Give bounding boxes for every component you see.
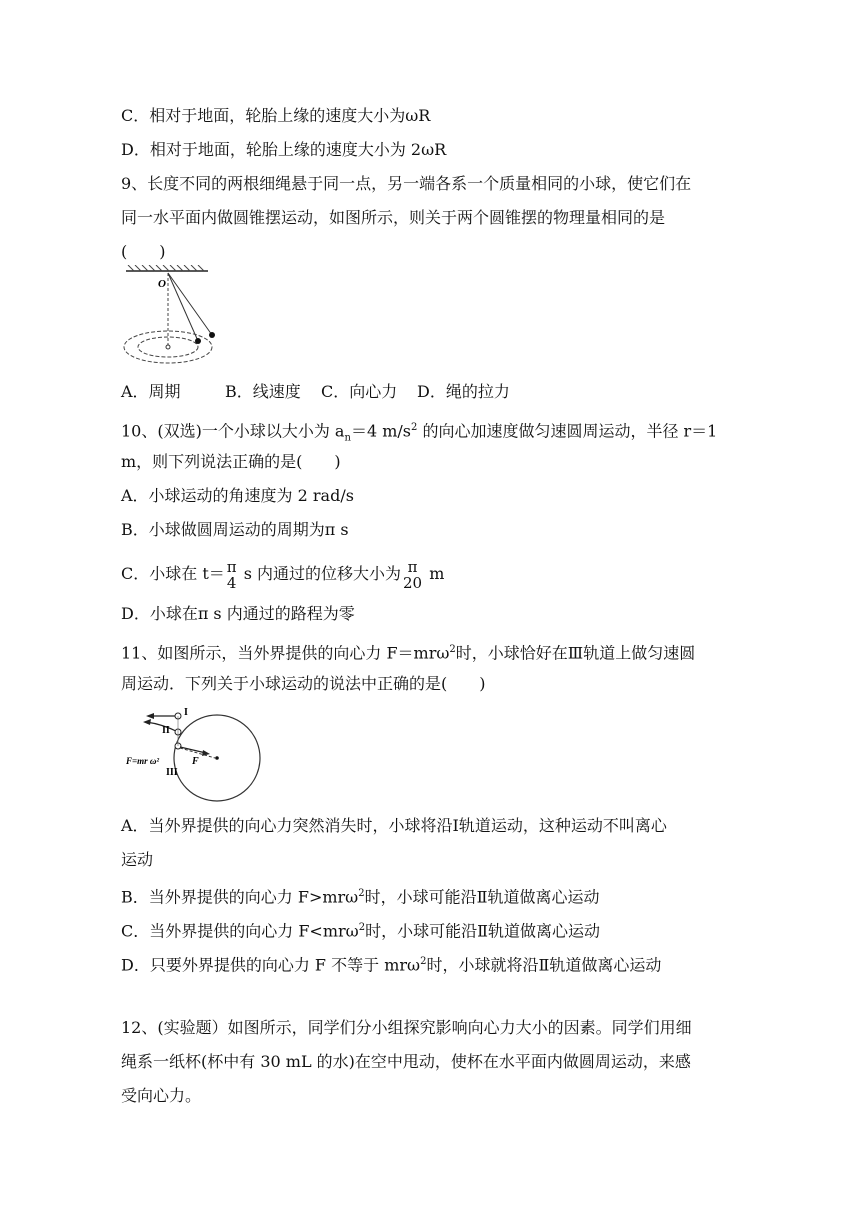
fraction — [227, 559, 237, 591]
q8-option-c: C．相对于地面，轮胎上缘的速度大小为ωR — [121, 106, 431, 125]
orbit-label-i: I — [184, 707, 188, 718]
q10-option-a: A．小球运动的角速度为 2 rad/s — [121, 486, 354, 505]
q10-option-c-text: s 内通过的位移大小为 — [238, 564, 402, 583]
q10-option-c-text: m — [424, 564, 445, 583]
q11-option-d — [121, 952, 661, 975]
q11-option-b — [121, 884, 600, 907]
q9-stem-line2: 同一水平面内做圆锥摆运动，如图所示，则关于两个圆锥摆的物理量相同的是 — [121, 208, 666, 227]
q11-stem-text: 11、如图所示，当外界提供的向心力 F＝mrω — [121, 643, 450, 663]
q11-option-b-text: B．当外界提供的向心力 F>mrω — [121, 887, 359, 907]
q11-stem-line1 — [121, 640, 695, 663]
q12-stem-line1: 12、(实验题）如图所示，同学们分小组探究影响向心力大小的因素。同学们用细 — [121, 1018, 692, 1037]
fraction-denominator: 4 — [226, 573, 237, 592]
q10-stem-text: 10、(双选)一个小球以大小为 a — [121, 421, 345, 441]
fraction — [403, 559, 422, 591]
force-formula-label: F=mr ω² — [126, 756, 160, 766]
q11-option-d-text: 时，小球就将沿Ⅱ轨道做离心运动 — [426, 955, 662, 975]
q9-stem-line1: 9、长度不同的两根细绳悬于同一点，另一端各系一个质量相同的小球，使它们在 — [121, 174, 692, 193]
q11-superscript: 2 — [449, 644, 456, 655]
q8-option-d: D．相对于地面，轮胎上缘的速度大小为 2ωR — [121, 140, 447, 159]
q10-option-b: B．小球做圆周运动的周期为π s — [121, 520, 349, 539]
q10-stem-line2: m，则下列说法正确的是( ) — [121, 452, 341, 471]
fraction-numerator: π — [226, 557, 237, 576]
q11-stem-line2: 周运动．下列关于小球运动的说法中正确的是( ) — [121, 674, 486, 693]
conical-pendulum-figure — [118, 265, 234, 370]
fraction-numerator: π — [407, 557, 418, 576]
q11-option-b-text: 时，小球可能沿Ⅱ轨道做离心运动 — [364, 887, 600, 907]
q11-option-c-text: C．当外界提供的向心力 F<mrω — [121, 921, 359, 941]
q11-option-d-text: D．只要外界提供的向心力 F 不等于 mrω — [121, 955, 421, 975]
q11-superscript: 2 — [358, 888, 365, 899]
orbit-figure — [124, 704, 264, 804]
q12-stem-line3: 受向心力。 — [121, 1086, 202, 1105]
q11-option-a-line1: A．当外界提供的向心力突然消失时，小球将沿Ⅰ轨道运动，这种运动不叫离心 — [121, 816, 667, 835]
q11-superscript: 2 — [358, 922, 366, 933]
q10-option-d: D．小球在π s 内通过的路程为零 — [121, 604, 355, 623]
q9-option-b: B．线速度 — [225, 382, 301, 401]
q9-option-a: A．周期 — [121, 382, 181, 401]
q12-stem-line2: 绳系一纸杯(杯中有 30 mL 的水)在空中甩动，使杯在水平面内做圆周运动，来感 — [121, 1052, 691, 1071]
q10-stem-line1 — [121, 418, 717, 449]
q11-option-c-text: 时，小球可能沿Ⅱ轨道做离心运动 — [365, 921, 600, 941]
force-label-f: F — [192, 756, 199, 767]
q10-option-c — [121, 554, 444, 594]
q10-stem-text: ＝4 m/s — [350, 421, 411, 441]
q10-option-c-text: C．小球在 t＝ — [121, 564, 225, 583]
q10-stem-text: 的向心加速度做匀速圆周运动，半径 r＝1 — [417, 421, 718, 441]
orbit-label-ii: II — [162, 725, 170, 736]
q9-option-d: D．绳的拉力 — [417, 382, 510, 401]
q10-superscript: 2 — [410, 422, 418, 433]
q9-options — [121, 382, 510, 402]
pivot-label-o: O — [158, 278, 166, 290]
q11-superscript: 2 — [420, 956, 427, 967]
q11-option-a-line2: 运动 — [121, 850, 154, 869]
orbit-label-iii: III — [166, 767, 178, 778]
q9-stem-line3: ( ) — [121, 242, 166, 261]
q9-option-c: C．向心力 — [321, 382, 398, 401]
q11-option-c — [121, 918, 600, 941]
fraction-denominator: 20 — [403, 573, 423, 592]
q10-subscript: n — [344, 432, 351, 444]
q11-stem-text: 时，小球恰好在Ⅲ轨道上做匀速圆 — [455, 643, 696, 663]
